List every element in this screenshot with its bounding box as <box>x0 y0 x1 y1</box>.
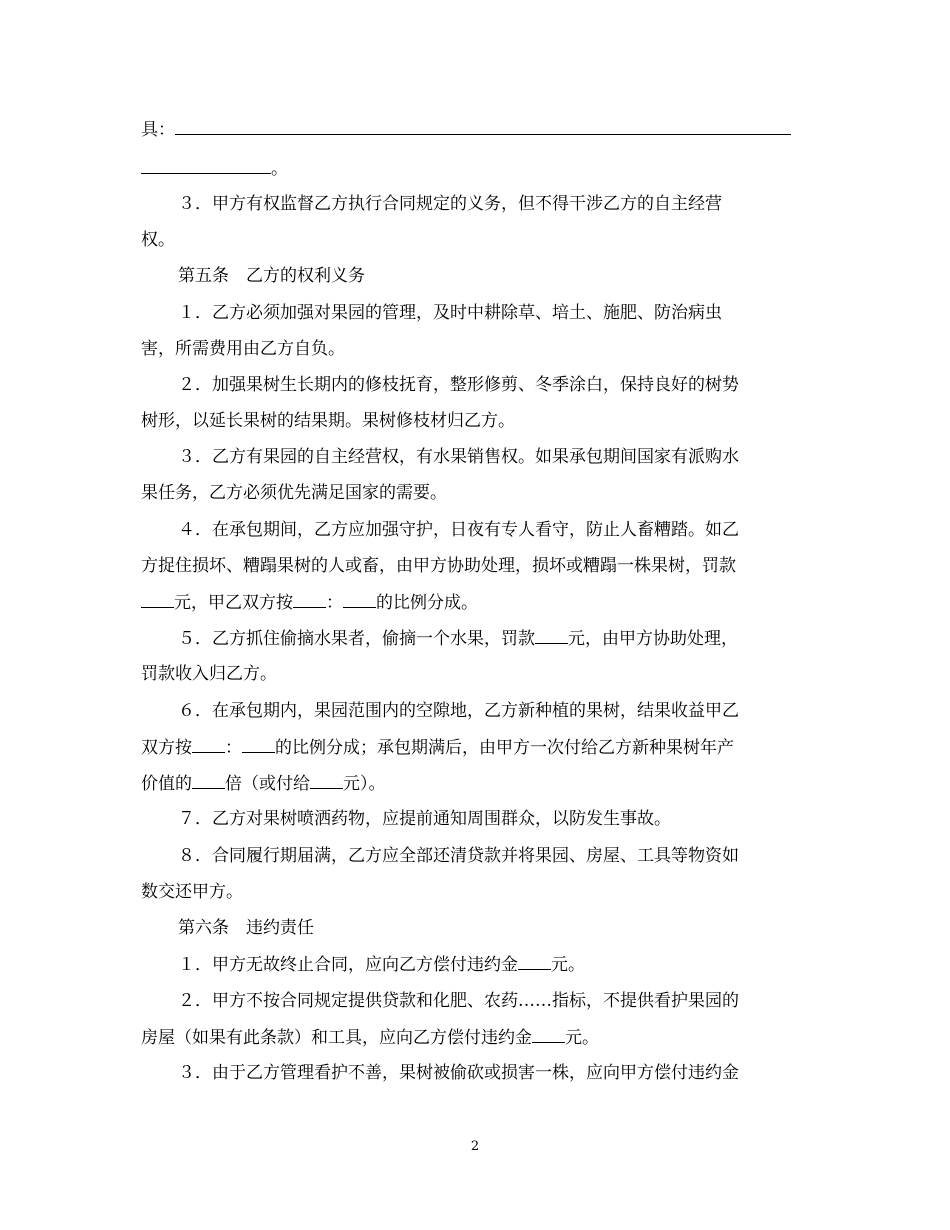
text-line: 果任务，乙方必须优先满足国家的需要。 <box>141 483 447 503</box>
section-heading: 第六条 违约责任 <box>178 918 314 938</box>
text-line: 具： <box>141 118 791 141</box>
page-number: 2 <box>470 1139 480 1154</box>
text-line: 数交还甲方。 <box>141 882 243 902</box>
text-line: 双方按 ： 的比例分成；承包期满后，由甲方一次付给乙方新种果树年产 <box>141 738 734 758</box>
text-line: ７．乙方对果树喷洒药物，应提前通知周围群众，以防发生事故。 <box>178 809 671 829</box>
blank-line <box>293 591 326 608</box>
text-line: ２．加强果树生长期内的修枝抚育，整形修剪、冬季涂白，保持良好的树势 <box>178 375 739 395</box>
section-heading: 第五条 乙方的权利义务 <box>178 266 365 286</box>
blank-line <box>242 736 275 753</box>
text-line: １．乙方必须加强对果园的管理，及时中耕除草、培土、施肥、防治病虫 <box>178 303 722 323</box>
text-line: ８．合同履行期届满，乙方应全部还清贷款并将果园、房屋、工具等物资如 <box>178 846 739 866</box>
blank-line <box>532 1026 565 1043</box>
blank-line <box>192 736 225 753</box>
blank-line <box>343 591 376 608</box>
text-line: １．甲方无故终止合同，应向乙方偿付违约金 元。 <box>178 955 585 975</box>
blank-line <box>535 627 568 644</box>
text-line: ３．甲方有权监督乙方执行合同规定的义务，但不得干涉乙方的自主经营 <box>178 194 722 214</box>
text-line: 害，所需费用由乙方自负。 <box>141 339 345 359</box>
text-line: ６．在承包期内，果园范围内的空隙地，乙方新种植的果树，结果收益甲乙 <box>178 701 739 721</box>
text-line: 元，甲乙双方按 ： 的比例分成。 <box>141 591 478 614</box>
text-line: ５．乙方抓住偷摘水果者，偷摘一个水果，罚款 元，由甲方协助处理， <box>178 629 738 649</box>
text-line: ２．甲方不按合同规定提供贷款和化肥、农药……指标，不提供看护果园的 <box>178 991 739 1011</box>
text-line: 。 <box>141 157 288 180</box>
blank-line <box>310 772 343 789</box>
text-line: ３．由于乙方管理看护不善，果树被偷砍或损害一株，应向甲方偿付违约金 <box>178 1063 739 1083</box>
text-line: 价值的 倍（或付给 元）。 <box>141 774 386 794</box>
blank-line <box>141 157 271 174</box>
text-line: ４．在承包期间，乙方应加强守护，日夜有专人看守，防止人畜糟踏。如乙 <box>178 520 739 540</box>
text-line: ３．乙方有果园的自主经营权，有水果销售权。如果承包期间国家有派购水 <box>178 447 739 467</box>
blank-line <box>518 953 551 970</box>
blank-line <box>141 591 174 608</box>
blank-line <box>192 772 225 789</box>
text-line: 树形，以延长果树的结果期。果树修枝材归乙方。 <box>141 411 515 431</box>
text-line: 房屋（如果有此条款）和工具，应向乙方偿付违约金 元。 <box>141 1028 599 1048</box>
text-line: 权。 <box>141 230 175 250</box>
text-line: 方捉住损坏、糟蹋果树的人或畜，由甲方协助处理，损坏或糟蹋一株果树，罚款 <box>141 556 736 576</box>
blank-line <box>175 118 791 135</box>
text-line: 罚款收入归乙方。 <box>141 664 277 684</box>
